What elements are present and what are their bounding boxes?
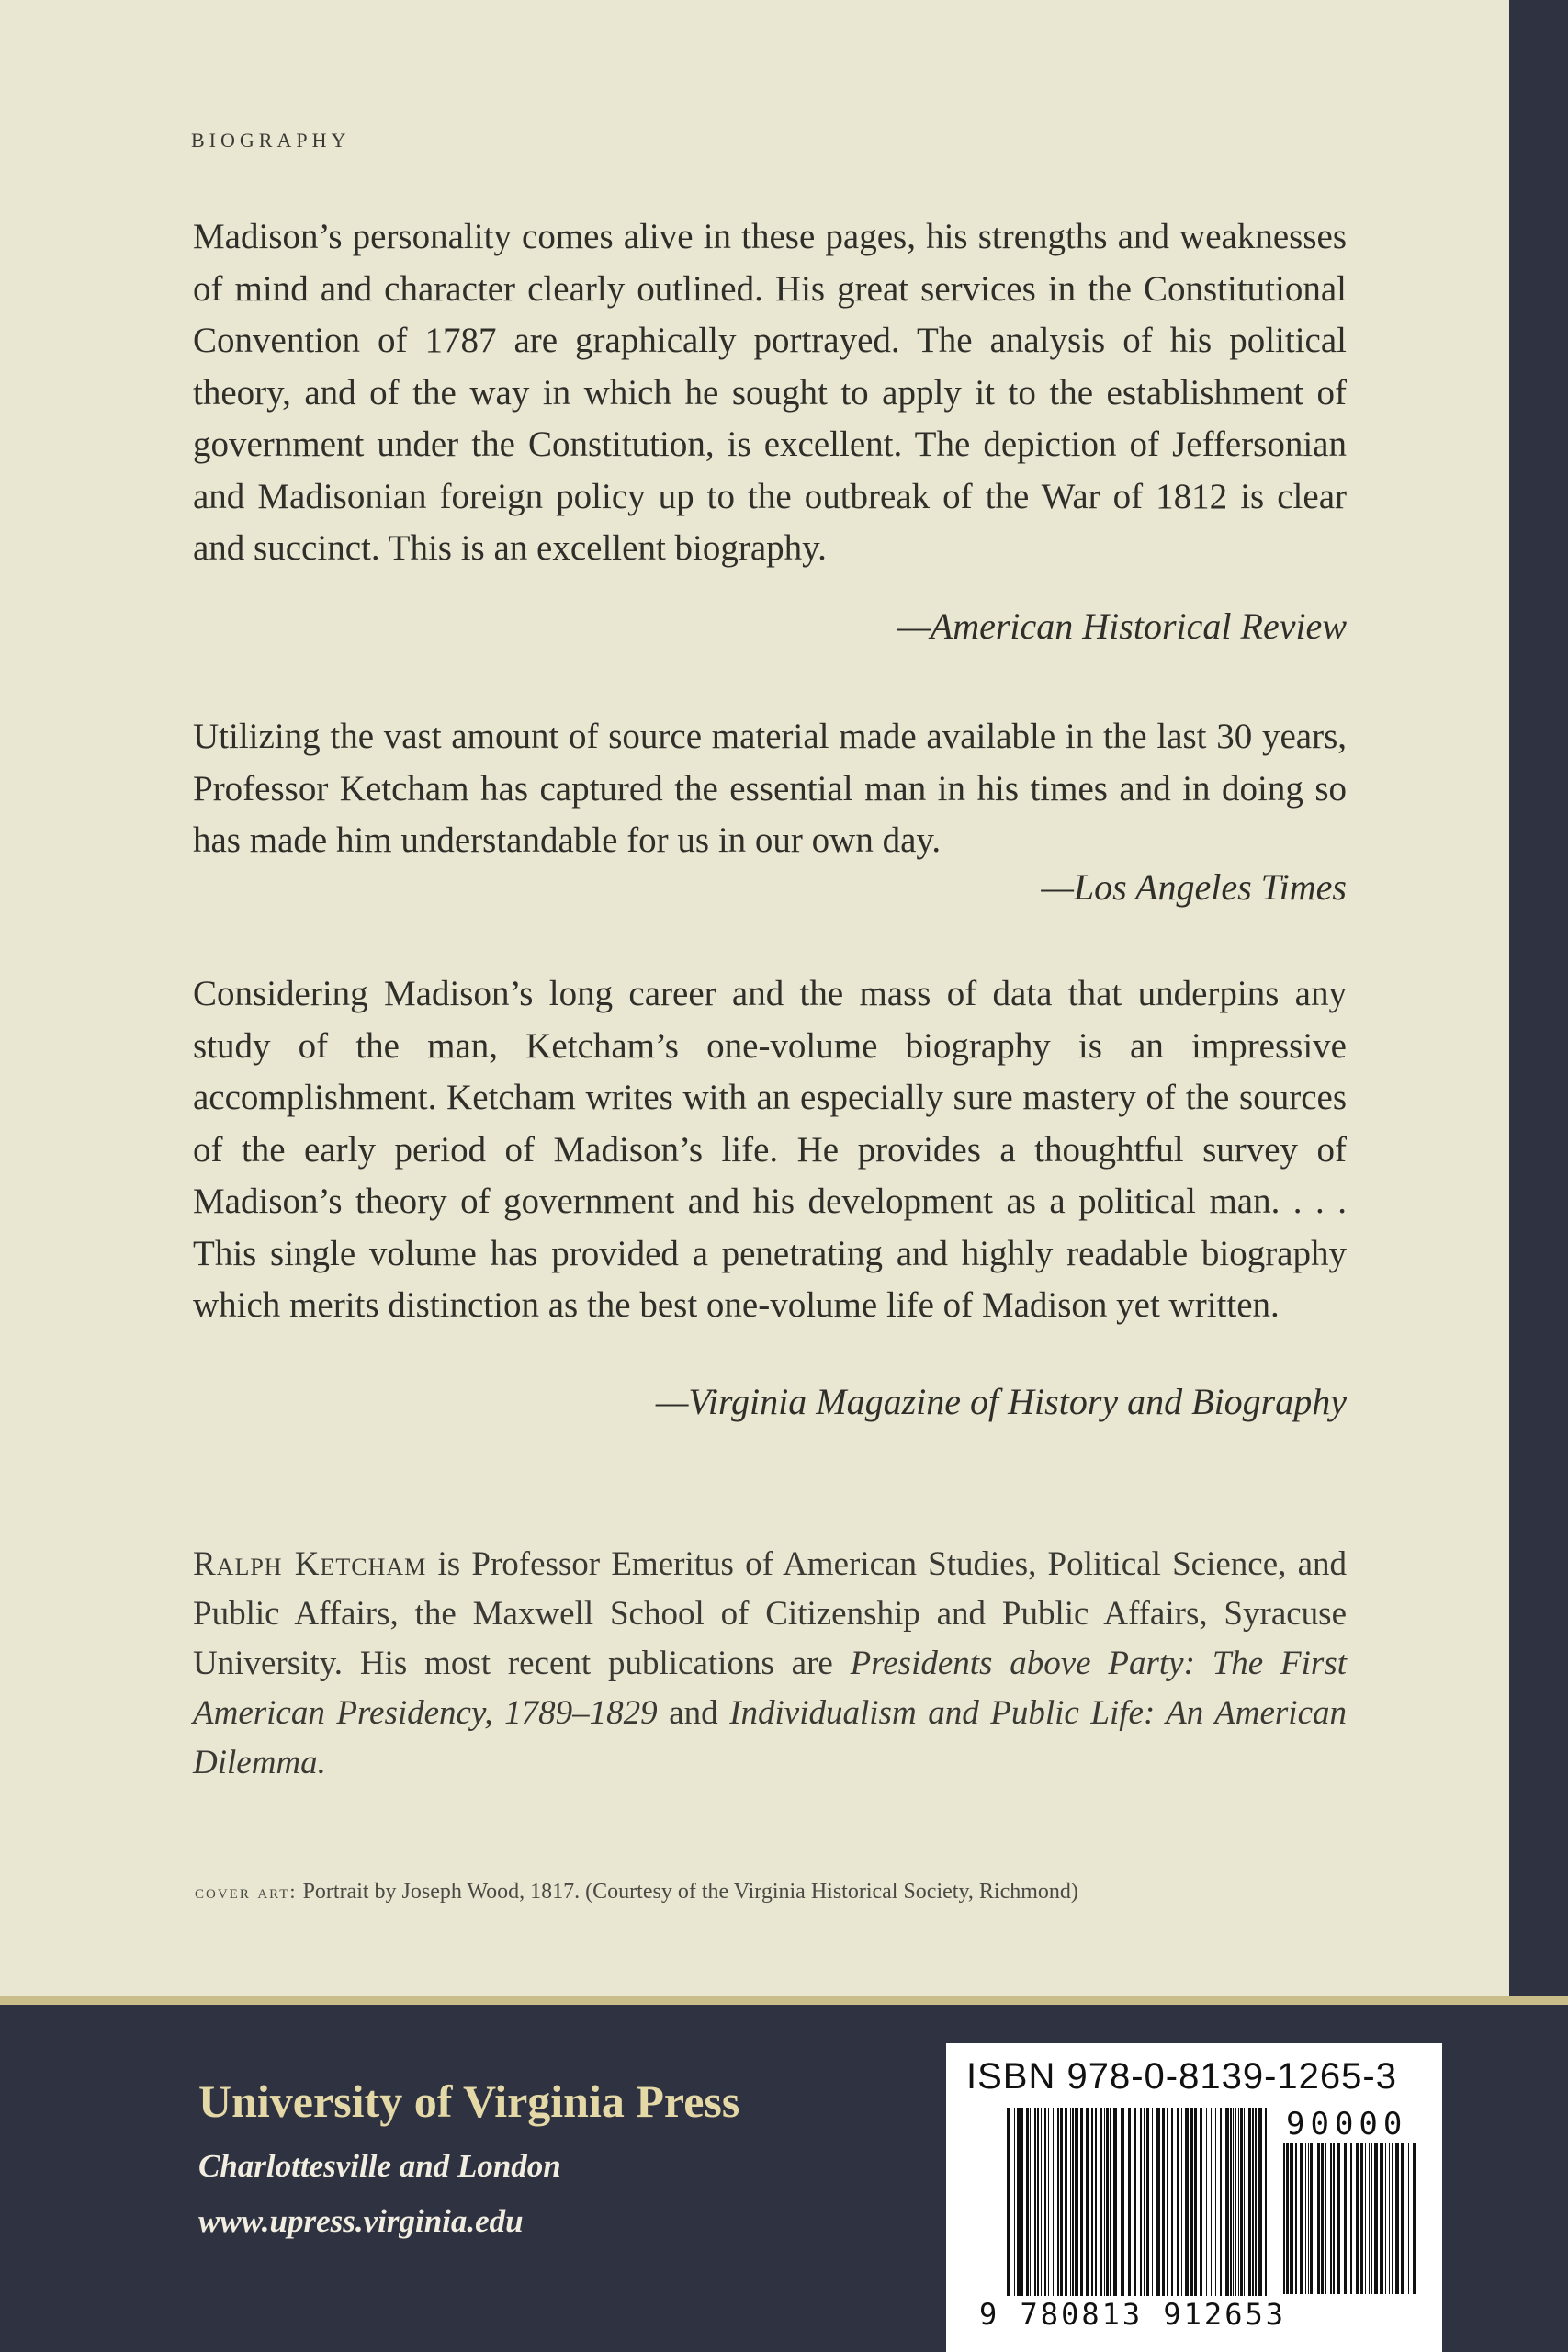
barcode-bar [1134, 2108, 1136, 2296]
barcode-bar [1230, 2108, 1232, 2296]
barcode-bar [1177, 2108, 1179, 2296]
barcode-bar [1206, 2108, 1207, 2296]
barcode-bar [1283, 2143, 1285, 2294]
barcode-bar [1360, 2143, 1363, 2294]
barcode-bar [1290, 2143, 1293, 2294]
barcode-bar [1310, 2143, 1313, 2294]
cover-art-credit [195, 1880, 1078, 1905]
barcode-bar [1128, 2108, 1131, 2296]
author-book-1: Presidents above Party: The First American Presidency, 1789–1829 [193, 1645, 1347, 1732]
barcode-bar [1041, 2108, 1042, 2296]
gold-divider-line [0, 1996, 1568, 2005]
barcode-bar [1365, 2143, 1366, 2294]
barcode-bar [1233, 2108, 1234, 2296]
barcode-bar [1413, 2143, 1416, 2294]
barcode-bar [1156, 2108, 1160, 2296]
barcode-bar [1255, 2108, 1257, 2296]
barcode-bar [1371, 2143, 1372, 2294]
barcode-bar [1356, 2143, 1359, 2294]
barcode-bar [1330, 2143, 1332, 2294]
barcode-bar [1091, 2108, 1093, 2296]
review-source-3: —Virginia Magazine of History and Biography [655, 1381, 1347, 1422]
barcode-bar [1086, 2108, 1089, 2296]
barcode-bar [1286, 2143, 1289, 2294]
category-label: BIOGRAPHY [191, 129, 351, 152]
barcode-bar [1185, 2108, 1189, 2296]
barcode-bar [1258, 2108, 1262, 2296]
ean-digits: 9 780813 912653 [979, 2297, 1286, 2332]
barcode-bar [1295, 2143, 1297, 2294]
barcode-bar [1121, 2108, 1124, 2296]
barcode-bar [1104, 2108, 1105, 2296]
barcode-bar [1053, 2108, 1054, 2296]
barcode-bar [1026, 2108, 1029, 2296]
publisher-url: www.upress.virginia.edu [198, 2203, 524, 2239]
barcode-bar [1162, 2108, 1165, 2296]
barcode-bar [1215, 2108, 1216, 2296]
author-bio [193, 1540, 1347, 1788]
barcode-bar [1080, 2108, 1083, 2296]
barcode-bar [1380, 2143, 1383, 2294]
barcode-bar [1014, 2108, 1015, 2296]
barcode-bar [1325, 2143, 1326, 2294]
cover-art-label: cover art: [195, 1880, 298, 1903]
barcode-bar [1037, 2108, 1039, 2296]
barcode-bar [1144, 2108, 1145, 2296]
isbn-text: ISBN 978-0-8139-1265-3 [966, 2056, 1397, 2097]
barcode-panel [946, 2043, 1442, 2352]
addon-barcode-bars [1281, 2143, 1419, 2294]
barcode-bar [1211, 2108, 1212, 2296]
barcode-bar [1265, 2108, 1267, 2296]
review-source-2: —Los Angeles Times [1041, 866, 1347, 908]
review-text-3: Considering Madison’s long career and the mass of data that underpins any study of the man, Ketcham’s one-volume biography is an impressive accomplishment. Ketcham writes with an especially sure mastery of the sources of the early period of Madison’s life. He provides a thoughtful survey of Madison’s theory of government and his development as a political man. . . . This single volume has provided a penetrating and highly readable biography which merits distinction as the best one-volume life of Madison yet written. [193, 974, 1347, 1325]
ean-barcode-bars [1005, 2108, 1271, 2296]
review-text-1: Madison’s personality comes alive in these pages, his strengths and weaknesses of mind and character clearly outlined. His great services in the Constitutional Convention of 1787 are graphically portrayed. The analysis of his political theory, and of the way in which he sought to apply it to the establishment of government under the Constitution, is excellent. The depiction of Jeffersonian and Madisonian foreign policy up to the outbreak of the War of 1812 is clear and succinct. This is an excellent biography. [193, 217, 1347, 568]
barcode-bar [1034, 2108, 1036, 2296]
barcode-bar [1389, 2143, 1390, 2294]
author-name: Ralph Ketcham [193, 1545, 427, 1583]
author-book-2: Individualism and Public Life: An American Dilemma. [193, 1694, 1347, 1781]
barcode-bar [1238, 2108, 1239, 2296]
barcode-bar [1200, 2108, 1202, 2296]
barcode-bar [1308, 2143, 1309, 2294]
barcode-bar [1167, 2108, 1168, 2296]
barcode-bar [1369, 2143, 1370, 2294]
barcode-bar [1252, 2108, 1254, 2296]
barcode-bar [1317, 2143, 1320, 2294]
barcode-bar [1321, 2143, 1324, 2294]
barcode-bar [1106, 2108, 1109, 2296]
barcode-bar [1395, 2143, 1399, 2294]
review-text-2: Utilizing the vast amount of source material made available in the last 30 years, Professor Ketcham has captured the essential man in his times and in doing so has made him understandable for us in our own day. [193, 717, 1347, 860]
barcode-bar [1075, 2108, 1078, 2296]
barcode-bar [1110, 2108, 1111, 2296]
publisher-name: University of Virginia Press [198, 2075, 740, 2127]
barcode-bar [1057, 2108, 1059, 2296]
barcode-bar [1194, 2108, 1197, 2296]
review-source-1: —American Historical Review [897, 605, 1347, 647]
barcode-bar [1374, 2143, 1378, 2294]
barcode-bar [1190, 2108, 1193, 2296]
barcode-bar [1248, 2108, 1251, 2296]
barcode-bar [1235, 2108, 1236, 2296]
barcode-bar [1181, 2108, 1182, 2296]
barcode-bar [1146, 2108, 1149, 2296]
barcode-bar [1240, 2108, 1243, 2296]
barcode-bar [1220, 2108, 1222, 2296]
barcode-bar [1048, 2108, 1049, 2296]
barcode-bar [1408, 2143, 1409, 2294]
barcode-bar [1100, 2108, 1102, 2296]
barcode-bar [1065, 2108, 1067, 2296]
cover-art-text: Portrait by Joseph Wood, 1817. (Courtesy of the Virginia Historical Society, Richmond) [297, 1880, 1078, 1904]
publisher-location: Charlottesville and London [198, 2148, 561, 2184]
barcode-bar [1401, 2143, 1404, 2294]
barcode-bar [1021, 2108, 1023, 2296]
barcode-bar [1113, 2108, 1117, 2296]
barcode-bar [1225, 2108, 1229, 2296]
barcode-bar [1017, 2108, 1021, 2296]
barcode-bar [1044, 2108, 1046, 2296]
barcode-bar [1392, 2143, 1393, 2294]
barcode-bar [1333, 2143, 1335, 2294]
barcode-bar [1152, 2108, 1153, 2296]
barcode-bar [1072, 2108, 1074, 2296]
barcode-bar [1344, 2143, 1347, 2294]
barcode-bar [1007, 2108, 1010, 2296]
barcode-bar [1095, 2108, 1097, 2296]
barcode-bar [1070, 2108, 1071, 2296]
barcode-bar [1244, 2108, 1245, 2296]
barcode-bar [1030, 2108, 1031, 2296]
barcode-bar [1337, 2143, 1340, 2294]
barcode-bar [1305, 2143, 1306, 2294]
barcode-bar [1385, 2143, 1386, 2294]
barcode-bar [1140, 2108, 1142, 2296]
price-addon-digits: 90000 [1286, 2106, 1408, 2143]
author-bio-text-1: is Professor Emeritus of American Studies, Political Science, and Public Affairs, the Maxwell School of Citizenship and Public Affairs, Syracuse University. His most recent publications are [193, 1545, 1348, 1682]
author-bio-text-2: and [657, 1694, 730, 1732]
barcode-bar [1171, 2108, 1173, 2296]
barcode-bar [1350, 2143, 1352, 2294]
barcode-bar [1300, 2143, 1303, 2294]
barcode-bar [1060, 2108, 1063, 2296]
